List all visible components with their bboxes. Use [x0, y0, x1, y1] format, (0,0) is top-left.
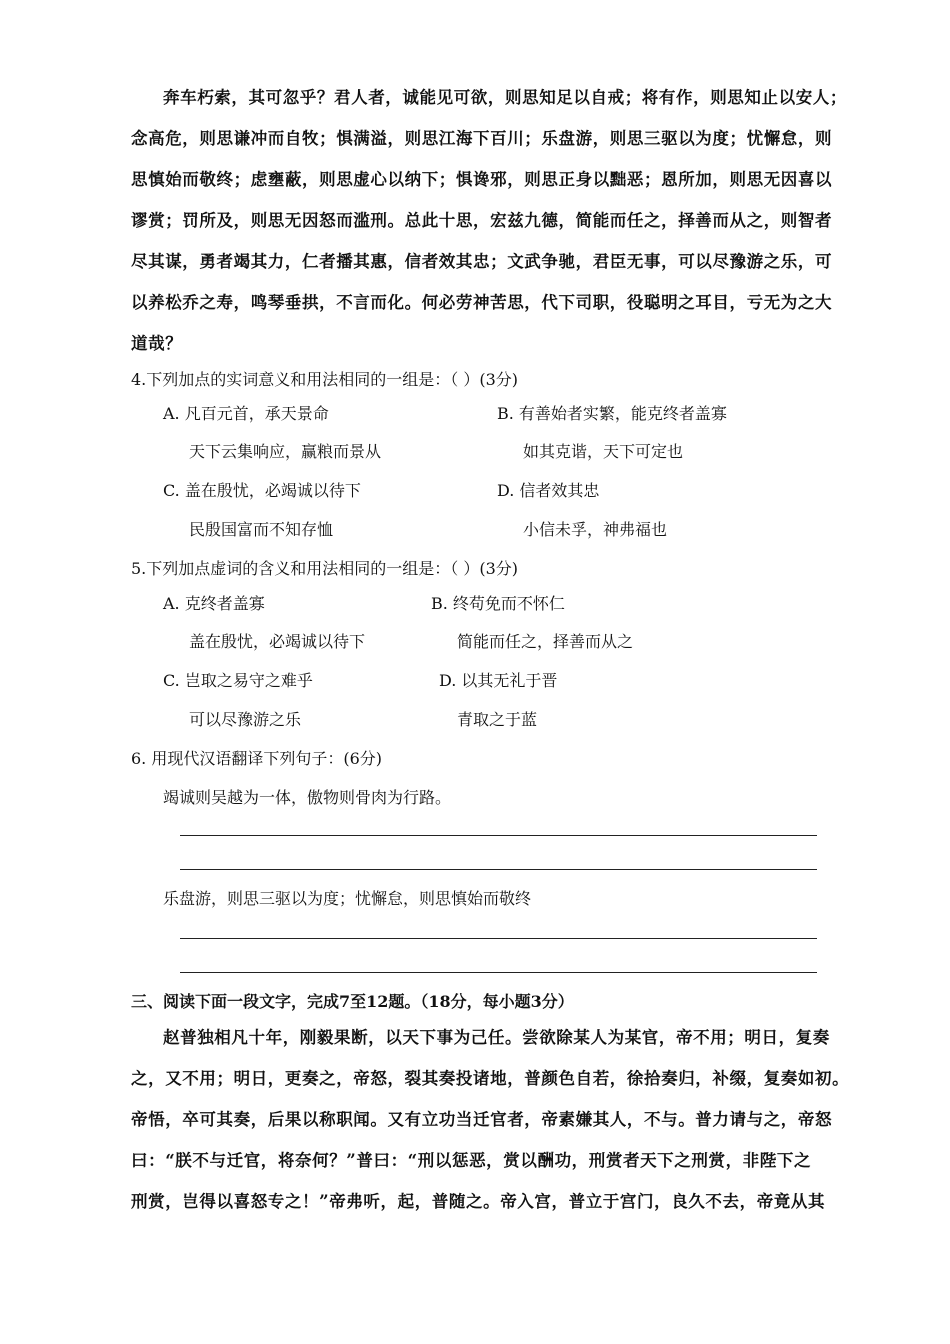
passage-line-7: 道哉？ — [131, 334, 183, 353]
q5-stem: 5.下列加点虚词的含义和用法相同的一组是：（ ）(3分) — [131, 559, 519, 578]
q5-option-b1: B. 终苟免而不怀仁 — [431, 594, 565, 613]
passage-line-2: 念高危，则思谦冲而自牧；惧满溢，则思江海下百川；乐盘游，则思三驱以为度；忧懈怠，则 — [131, 129, 833, 148]
q4-option-b2: 如其克谐，天下可定也 — [523, 442, 684, 461]
q5-option-d2: 青取之于蓝 — [457, 710, 538, 729]
passage-line-6: 以养松乔之寿，鸣琴垂拱，不言而化。何必劳神苦思，代下司职，役聪明之耳目，亏无为之大 — [131, 293, 833, 312]
section3-line-4: 曰：“朕不与迁官，将奈何？”普曰：“刑以惩恶，赏以酬功，刑赏者天下之刑赏，非陛下之 — [131, 1151, 812, 1170]
q4-stem: 4.下列加点的实词意义和用法相同的一组是：（ ）(3分) — [131, 370, 519, 389]
passage-line-3: 思慎始而敬终；虑壅蔽，则思虚心以纳下；惧谗邪，则思正身以黜恶；恩所加，则思无因喜以 — [131, 170, 833, 189]
q4-option-c2: 民殷国富而不知存恤 — [189, 520, 334, 539]
section3-heading: 三、阅读下面一段文字，完成7至12题。（18分，每小题3分） — [131, 992, 574, 1011]
q4-option-a2: 天下云集响应，赢粮而景从 — [189, 442, 382, 461]
q5-option-a1: A. 克终者盖寡 — [163, 594, 265, 613]
answer-line — [180, 835, 817, 836]
q4-option-d1: D. 信者效其忠 — [497, 481, 600, 500]
answer-line — [180, 938, 817, 939]
passage-line-4: 谬赏；罚所及，则思无因怒而滥刑。总此十思，宏兹九德，简能而任之，择善而从之，则智者 — [131, 211, 833, 230]
q5-option-a2: 盖在殷忧，必竭诚以待下 — [189, 632, 366, 651]
q6-sentence-2: 乐盘游，则思三驱以为度；忧懈怠，则思慎始而敬终 — [163, 889, 532, 908]
passage-line-5: 尽其谋，勇者竭其力，仁者播其惠，信者效其忠；文武争驰，君臣无事，可以尽豫游之乐，可 — [131, 252, 833, 271]
section3-line-2: 之，又不用；明日，更奏之，帝怒，裂其奏投诸地，普颜色自若，徐拾奏归，补缀，复奏如初。 — [131, 1069, 850, 1088]
q4-option-d2: 小信未孚，神弗福也 — [523, 520, 668, 539]
section3-line-1: 赵普独相凡十年，刚毅果断，以天下事为己任。尝欲除某人为某官，帝不用；明日，复奏 — [163, 1028, 830, 1047]
q5-option-c2: 可以尽豫游之乐 — [189, 710, 302, 729]
q5-option-d1: D. 以其无礼于晋 — [439, 671, 558, 690]
q5-option-c1: C. 岂取之易守之难乎 — [163, 671, 313, 690]
answer-line — [180, 869, 817, 870]
q6-stem: 6. 用现代汉语翻译下列句子：(6分) — [131, 749, 383, 768]
q6-sentence-1: 竭诚则吴越为一体，傲物则骨肉为行路。 — [163, 788, 452, 807]
passage-line-1: 奔车朽索，其可忽乎？君人者，诚能见可欲，则思知足以自戒；将有作，则思知止以安人； — [163, 88, 847, 107]
answer-line — [180, 972, 817, 973]
section3-line-3: 帝悟，卒可其奏，后果以称职闻。又有立功当迁官者，帝素嫌其人，不与。普力请与之，帝怒 — [131, 1110, 833, 1129]
q4-option-a1: A. 凡百元首，承天景命 — [163, 404, 329, 423]
q5-option-b2: 简能而任之，择善而从之 — [457, 632, 634, 651]
q4-option-b1: B. 有善始者实繁，能克终者盖寡 — [497, 404, 727, 423]
section3-line-5: 刑赏，岂得以喜怒专之！”帝弗听，起，普随之。帝入宫，普立于宫门，良久不去，帝竟从其 — [131, 1192, 826, 1211]
q4-option-c1: C. 盖在殷忧，必竭诚以待下 — [163, 481, 361, 500]
